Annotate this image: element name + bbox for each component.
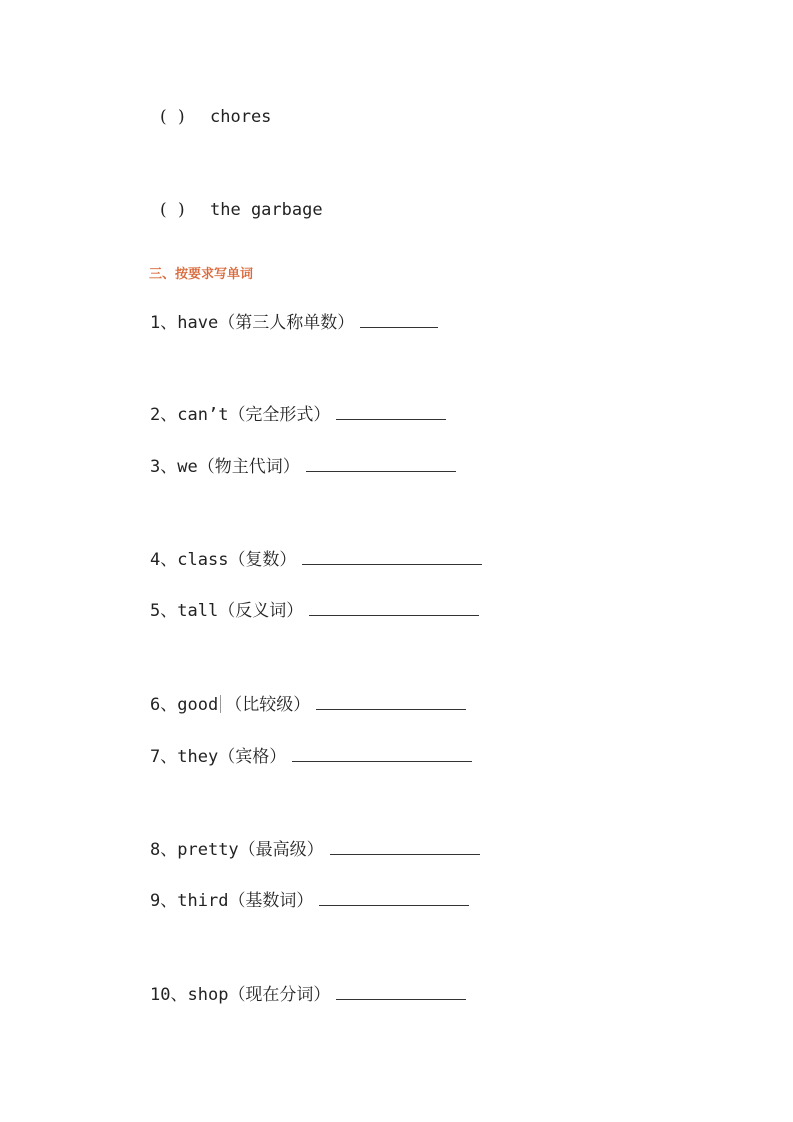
matching-phrase: the garbage <box>210 200 323 220</box>
question-item <box>150 889 469 912</box>
question-word: good <box>177 695 219 715</box>
question-number: 8、 <box>150 840 178 860</box>
question-item <box>150 548 482 571</box>
question-word: pretty <box>177 840 239 860</box>
question-word: have <box>177 313 219 333</box>
question-item <box>150 455 456 478</box>
answer-blank[interactable] <box>336 983 466 1000</box>
answer-blank[interactable] <box>302 548 482 565</box>
question-word: shop <box>187 985 229 1005</box>
question-item <box>150 745 472 768</box>
question-hint: （完全形式） <box>228 405 331 425</box>
question-number: 7、 <box>150 747 178 767</box>
question-number: 6、 <box>150 695 178 715</box>
question-word: third <box>177 891 229 911</box>
answer-blank[interactable] <box>319 889 469 906</box>
answer-blank[interactable] <box>330 838 480 855</box>
question-hint: （复数） <box>228 550 297 570</box>
text-cursor <box>220 695 221 713</box>
section-title: 三、按要求写单词 <box>149 267 254 282</box>
question-hint: （反义词） <box>218 601 304 621</box>
question-word: they <box>177 747 219 767</box>
question-item <box>150 403 446 426</box>
question-word: we <box>177 457 198 477</box>
question-number: 4、 <box>150 550 178 570</box>
question-hint: （比较级） <box>225 695 311 715</box>
question-number: 1、 <box>150 313 178 333</box>
question-number: 10、 <box>150 985 188 1005</box>
question-number: 5、 <box>150 601 178 621</box>
answer-blank[interactable] <box>360 311 438 328</box>
answer-blank[interactable] <box>316 693 466 710</box>
question-number: 3、 <box>150 457 178 477</box>
answer-blank[interactable] <box>306 455 456 472</box>
question-hint: （第三人称单数） <box>218 313 355 333</box>
question-item <box>150 983 466 1006</box>
question-hint: （最高级） <box>238 840 324 860</box>
question-hint: （现在分词） <box>228 985 331 1005</box>
question-item <box>150 838 480 861</box>
question-word: can’t <box>177 405 229 425</box>
blank-parenthesis: ( ) <box>160 200 188 220</box>
question-item <box>150 311 438 334</box>
question-word: tall <box>177 601 219 621</box>
question-word: class <box>177 550 229 570</box>
answer-blank[interactable] <box>292 745 472 762</box>
question-hint: （宾格） <box>218 747 287 767</box>
question-number: 9、 <box>150 891 178 911</box>
question-number: 2、 <box>150 405 178 425</box>
question-item <box>150 599 479 622</box>
question-item <box>150 693 466 716</box>
blank-parenthesis: ( ) <box>160 107 188 127</box>
answer-blank[interactable] <box>336 403 446 420</box>
matching-phrase: chores <box>210 107 272 127</box>
answer-blank[interactable] <box>309 599 479 616</box>
question-hint: （基数词） <box>228 891 314 911</box>
question-hint: （物主代词） <box>197 457 300 477</box>
